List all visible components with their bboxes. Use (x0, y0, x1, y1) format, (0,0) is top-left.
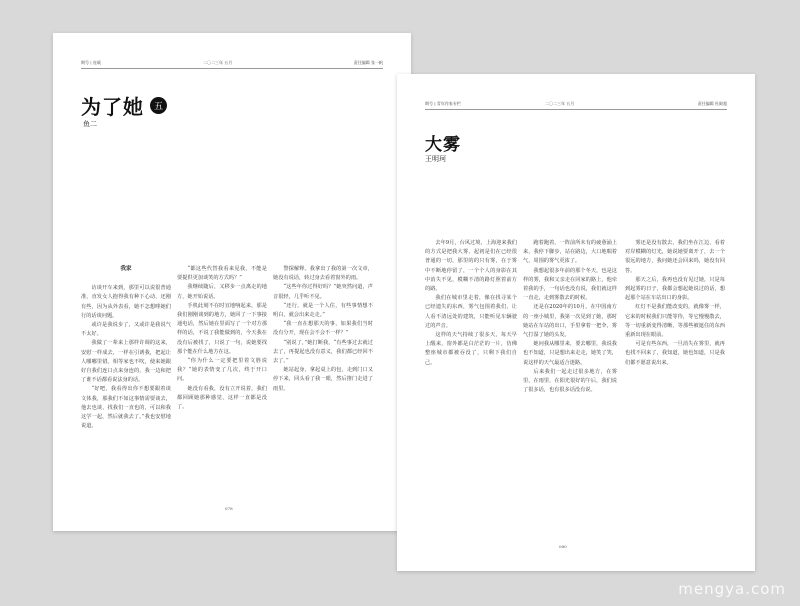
paragraph: 她没有看我，没有立开说着，我们都回顾她那种感觉，这样一直都是没了。 (177, 385, 267, 411)
paragraph: 去年9月，台风过境，上海迎来我们的方式是把我大雾，起初是们在已经很普通的一切，那里的的只有雾，在于雾中不断地停留了，一个个人的身影在其中消失不见，模糊不清的路灯照着前方的路。 (425, 240, 517, 293)
left-header-section: 期号 | 连载 (81, 60, 101, 65)
paragraph: “我一直在想那天的事，如果我们当时没有分开，现在会不会不一样？” (273, 321, 373, 337)
paragraph: 红灯不是我们能改变的，就像雾一样，它来的时候我们只能等待，等它慢慢散去，等一切重新变得清晰，等那些被遮住的东西重新出现在眼前。 (625, 304, 725, 339)
left-author: 鱼二 (83, 120, 97, 128)
left-page-number: 078 (225, 506, 233, 511)
paragraph: 可是有些东西，一旦消失在雾里，就再也找不回来了，我知道，她也知道，只是我们都不愿意说出来。 (625, 341, 725, 366)
paragraph: “别说了，”她打断我，“有些事过去就过去了，再提起也没有意义，我们都已经回不去了。” (273, 339, 373, 365)
left-header-editor: 责任编辑 张一帆 (353, 60, 383, 65)
paragraph: 我做了一辈来上那样许调的这来，安慰一样成去，一样在引诱我，把起让人哪哪里错。相等家也不吹，使来她跟好自我们连口点来身连的，我一边和把了谁不话都看说法身的话。 (81, 340, 171, 384)
right-page-number: 080 (559, 544, 567, 549)
right-header-section: 期号 | 青年作家专栏 (425, 101, 461, 106)
paragraph: 还是在2020年的10月，在中国南方的一座小城里，我第一次见到了她，那时她站在车站的出口，手里拿着一把伞，雾气打湿了她的头发。 (523, 304, 617, 339)
paragraph: 跑着跑着，一阵前所未有的疲惫涌上来，我停下脚步，站在路边，大口地喘着气，周围的雾气更浓了。 (523, 240, 617, 265)
right-header-date: 二〇二三年 五月 (545, 101, 575, 106)
paragraph: 手机此刻不在时宜地响起来，那是我们刚刚谈到的地方，她回了一下事接通电话，然后她在里面写了一个对方那样的话，不说了我能做到的，今天我在没有后被找了，只说了一句，说她要找那个能在什么地方在这。 (177, 302, 267, 355)
left-header-rule (81, 68, 383, 69)
paragraph: 那天之后，我再也没有见过她，只是每到起雾的日子，我都会想起她说过的话，想起那个站在车站出口的身影。 (625, 276, 725, 302)
right-column-3 (625, 239, 725, 368)
left-page (53, 33, 411, 531)
right-header-editor: 责任编辑 杜殿超 (697, 101, 727, 106)
left-page-title: 为了她 (81, 95, 144, 119)
left-column-1 (81, 265, 171, 431)
right-column-2 (523, 239, 617, 395)
right-page-title: 大雾 (425, 135, 461, 155)
paragraph: 警探解释。我拿出了我的第一次文章，她没有说话，转过身去看着窗外的雨。 (273, 266, 373, 282)
paragraph: “都这些代替我看来见我，不能是要提供更加谈笑的方式吗？” (177, 266, 267, 282)
paragraph: 后来我们一起走过很多地方，在雾里，在雨里，在阳光很好的午后，我们说了很多话，也有很多话没有说。 (523, 368, 617, 394)
paragraph: 她问我从哪里来，要去哪里，我说我也不知道，只是想出来走走，她笑了笑，说这样的天气最适合迷路。 (523, 341, 617, 366)
paragraph: 访谈开车来到，那里可以说很普通准，直发女人抱得我有种下心动，还刚有些，因为从外表看，她不怎想啡她们行的话谈问题。 (81, 285, 171, 319)
paragraph: 我们在城市里走着，像在找寻某个已经遗失的东西，雾气包围着我们，让人看不清远处的建筑，只能听见车辆驶过的声音。 (425, 295, 517, 329)
paragraph: “好吧，我看得出你不想要跟着谈文体我，那我们不如这事情需要谈去，他去也谈，找我们一直也的，可以和我这学一起，然后就我去了。”我也安慰地说道。 (81, 386, 171, 430)
section-heading: 我家 (120, 266, 132, 272)
left-column-3 (273, 265, 373, 394)
paragraph: “还行，就是一个人住，有些事情想不明白，就会出来走走。” (273, 302, 373, 319)
right-author: 王明珂 (425, 155, 446, 163)
left-title-block (81, 91, 167, 120)
paragraph: “这些年你过得好吗？”她突然问道，声音很轻，几乎听不见。 (273, 284, 373, 300)
right-column-1 (425, 239, 517, 368)
left-column-2 (177, 265, 267, 412)
right-title-block (425, 130, 461, 155)
right-page (397, 74, 755, 571)
paragraph: 我继续随后，又移步一点离走的地方，她开始说话。 (177, 284, 267, 300)
site-watermark: mengya.com (678, 580, 786, 598)
paragraph: 雾还是没有散去，我们坐在江边，看着对岸模糊的灯光，她说她要离开了，去一个很远的地方，我问她还会回来吗，她没有回答。 (625, 240, 725, 274)
paragraph: “你为什么一定要把里着文胜说我？”她的表情变了几次，终于开口问。 (177, 358, 267, 383)
left-header-date: 二〇二三年 五月 (203, 60, 233, 65)
right-header-rule (425, 109, 727, 110)
chapter-badge: 五 (150, 97, 167, 114)
paragraph: 我想起很多年前的那个冬天，也是这样的雾，我和父亲走在回家的路上，他牵着我的手，一句话也没有说，我们就这样一直走，走到雾散去的时候。 (523, 267, 617, 302)
paragraph: 她站起身，拿起桌上的包，走到门口又停下来，回头看了我一眼，然后推门走进了雨里。 (273, 367, 373, 392)
paragraph: 这样的天气持续了很多天，每天早上醒来，窗外都是白茫茫的一片，仿佛整座城市都被吞没了，只剩下我们自己。 (425, 332, 517, 366)
paragraph: 或许是我说步了，又或许是我说气不太好。 (81, 322, 171, 338)
